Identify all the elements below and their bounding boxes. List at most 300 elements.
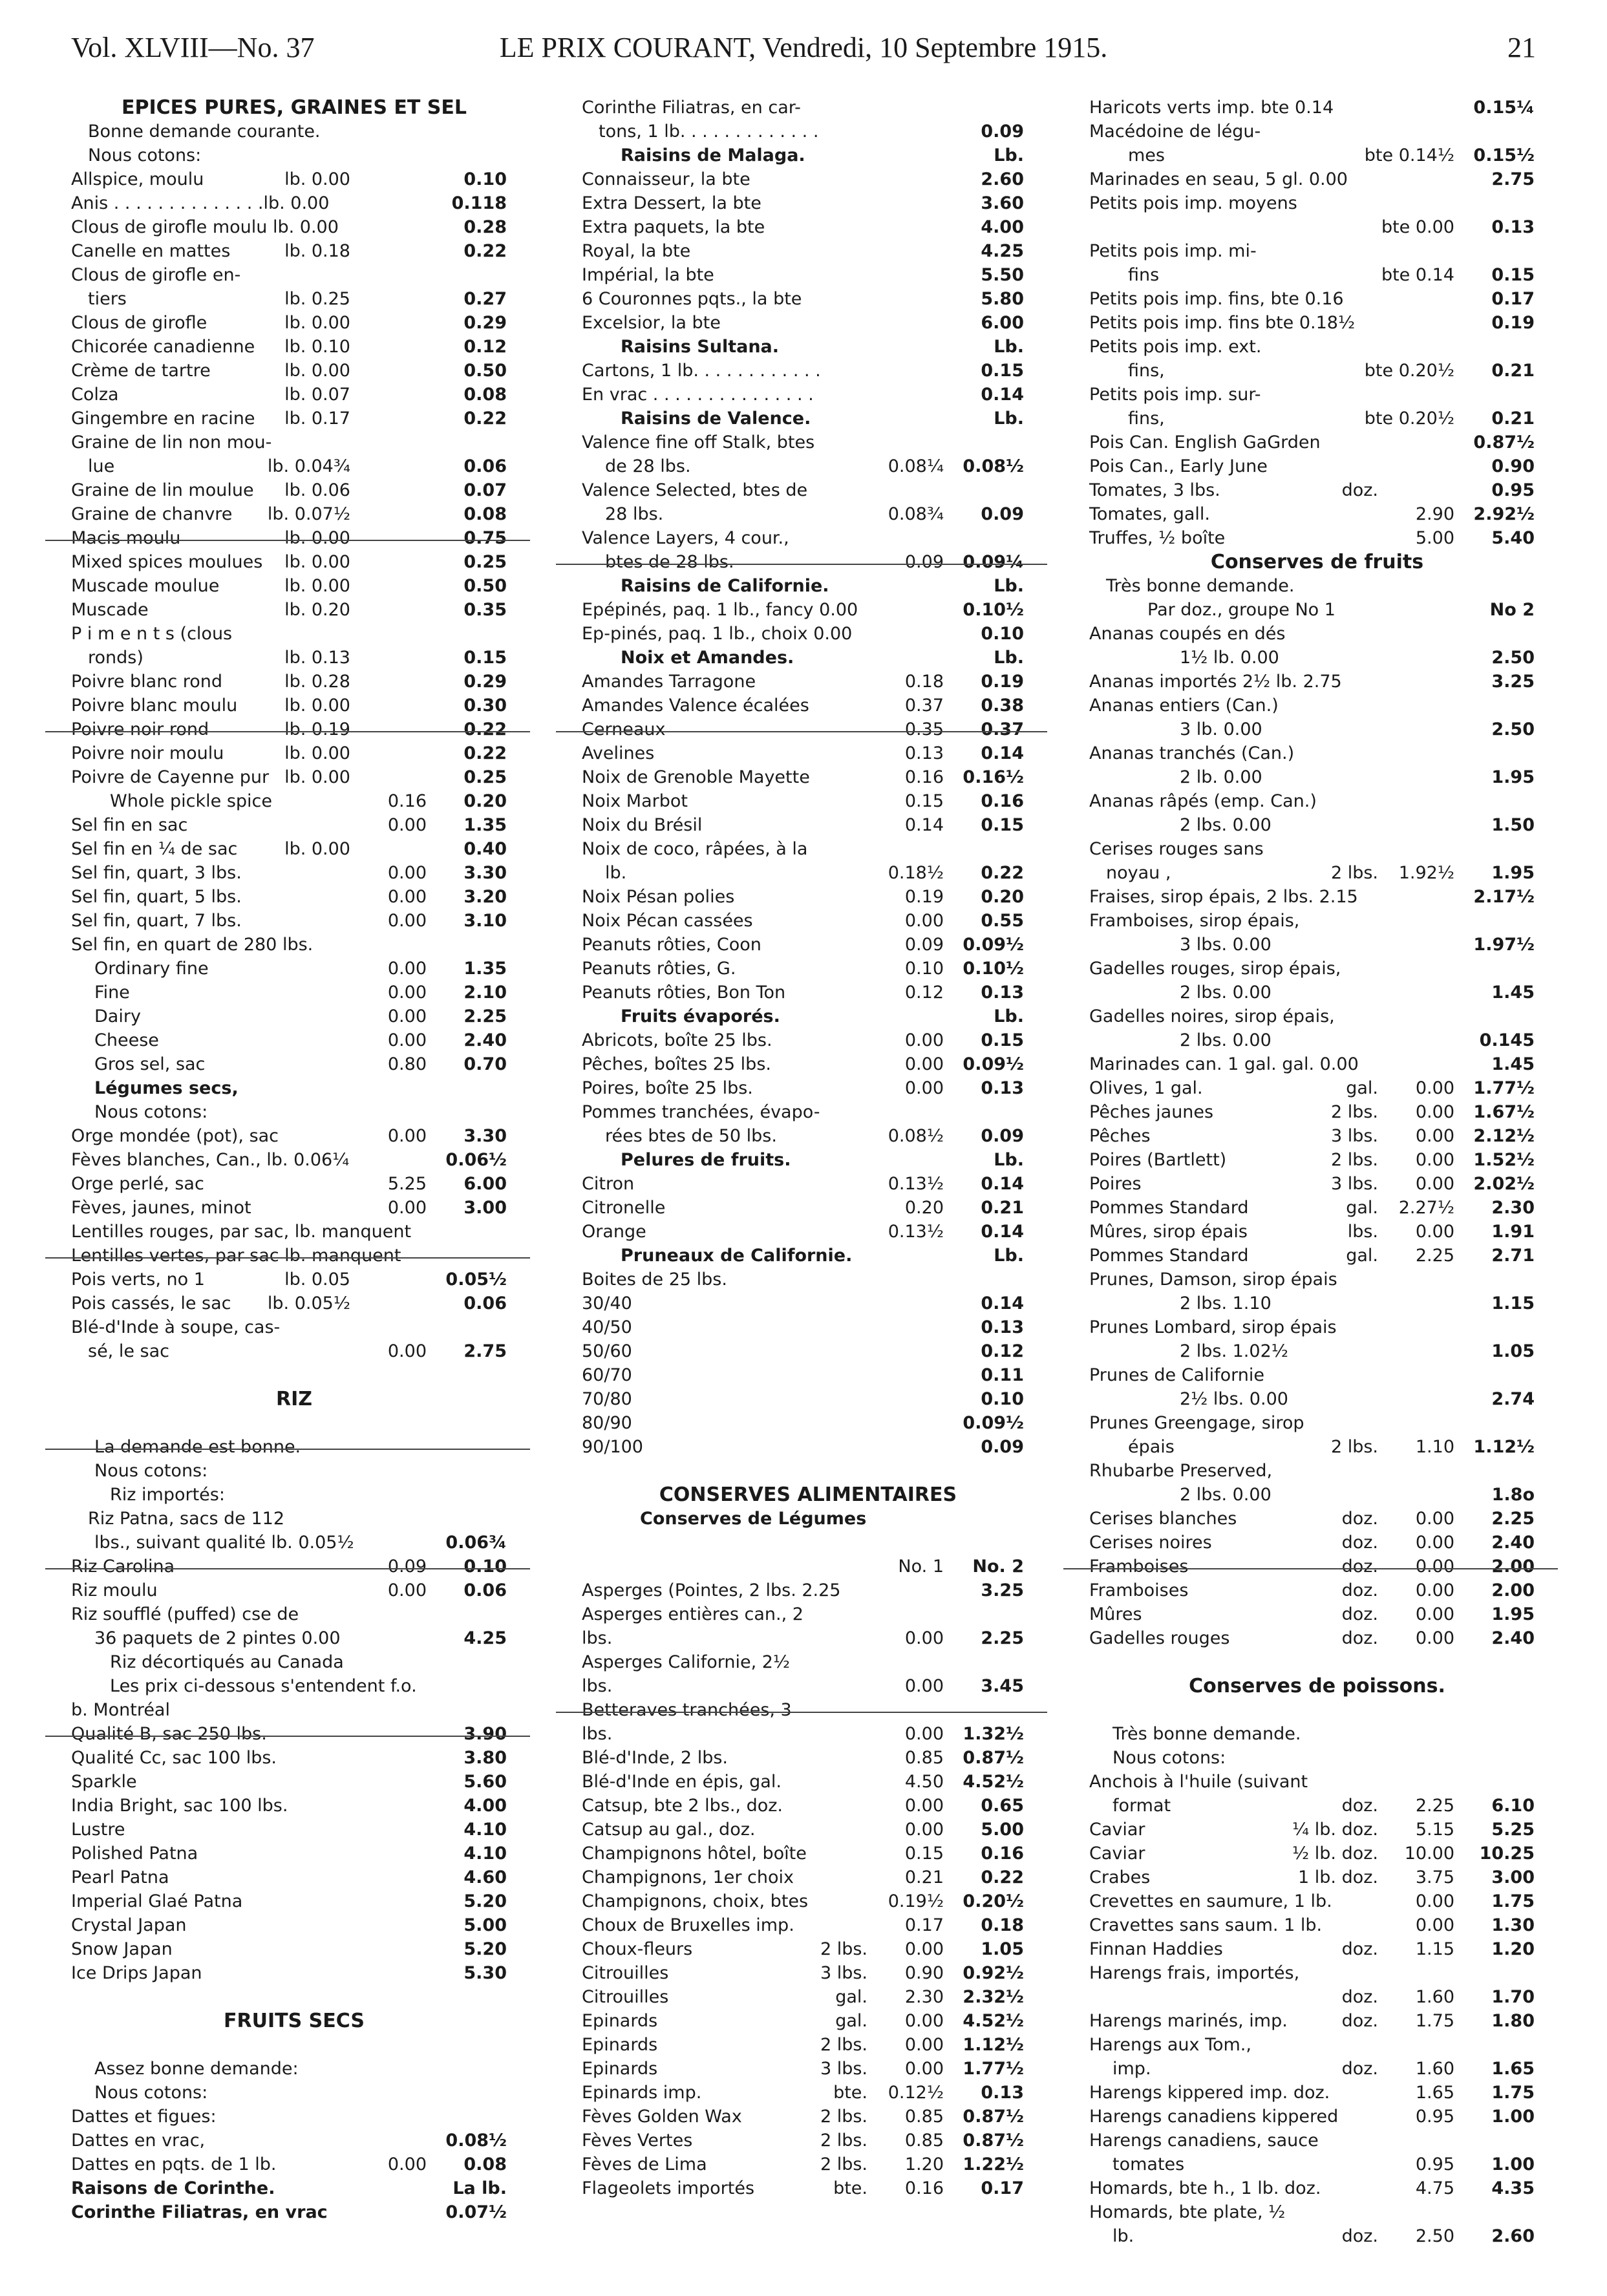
- price-row: [582, 239, 1034, 263]
- item-name: Extra paquets, la bte: [582, 217, 765, 237]
- item-name: épais: [1128, 1437, 1175, 1457]
- item-name: 2 lbs. 1.10: [1180, 1293, 1272, 1313]
- price-row: [1089, 1626, 1545, 1650]
- item-name: Epinards imp.: [582, 2083, 702, 2103]
- unit-price: lbs.: [1347, 1222, 1378, 1242]
- price-row: [582, 1100, 1034, 1124]
- item-name: Riz soufflé (puffed) cse de: [71, 1604, 299, 1624]
- price-row: [1089, 263, 1545, 287]
- item-name: b. Montréal: [71, 1700, 170, 1720]
- item-name: Prunes Greengage, sirop: [1089, 1413, 1304, 1433]
- price-low: 0.15: [904, 1844, 944, 1864]
- price-row: [1089, 2152, 1545, 2176]
- price-high: 0.08½: [963, 456, 1024, 476]
- price-row: [71, 1746, 517, 1770]
- price-row: [1089, 2009, 1545, 2033]
- item-name: Haricots verts imp. bte 0.14: [1089, 98, 1334, 118]
- item-name: 28 lbs.: [605, 504, 664, 524]
- price-row: [582, 1124, 1034, 1148]
- item-name: Sel fin, quart, 7 lbs.: [71, 911, 242, 931]
- price-high: 2.50: [1491, 648, 1535, 668]
- price-high: 1.05: [1491, 1341, 1535, 1361]
- price-high: No 2: [1489, 600, 1535, 620]
- price-row: [1089, 1411, 1545, 1435]
- price-row: [1089, 1244, 1545, 1268]
- item-name: Cheese: [94, 1030, 159, 1050]
- unit-price: lb. 0.28: [284, 672, 350, 692]
- item-name: Cartons, 1 lb. . . . . . . . . . . .: [582, 361, 821, 381]
- item-name: Blé-d'Inde à soupe, cas-: [71, 1317, 281, 1337]
- price-row: [71, 2129, 517, 2152]
- price-row: [582, 1052, 1034, 1076]
- price-row: [1089, 789, 1545, 813]
- price-row: [582, 1722, 1034, 1746]
- price-row: [71, 622, 517, 646]
- price-row: [1089, 1818, 1545, 1842]
- price-low: 2.30: [904, 1987, 944, 2007]
- item-name: Catsup au gal., doz.: [582, 1820, 756, 1840]
- unit-price: lb. 0.00: [284, 743, 350, 763]
- price-row: [1089, 909, 1545, 933]
- price-row: [1089, 717, 1545, 741]
- item-name: Raisons de Corinthe.: [71, 2178, 275, 2198]
- item-name: Allspice, moulu: [71, 169, 204, 189]
- price-row: [1089, 1961, 1545, 1985]
- price-high: 5.60: [463, 1772, 507, 1792]
- price-low: 2.25: [1415, 1796, 1454, 1816]
- price-row: [71, 1004, 517, 1028]
- item-name: FRUITS SECS: [224, 2010, 365, 2032]
- price-row: [1089, 1363, 1545, 1387]
- price-low: 0.00: [1415, 1078, 1454, 1098]
- item-name: Sel fin, quart, 3 lbs.: [71, 863, 242, 883]
- price-row: [582, 1315, 1034, 1339]
- item-name: 6 Couronnes pqts., la bte: [582, 289, 802, 309]
- price-high: 0.118: [451, 193, 507, 213]
- price-low: 0.85: [904, 2131, 944, 2151]
- price-row: [582, 1865, 1034, 1889]
- price-low: 1.60: [1415, 1987, 1454, 2007]
- price-row: [71, 2081, 517, 2105]
- price-low: 0.00: [387, 863, 427, 883]
- price-row: [71, 1770, 517, 1794]
- item-name: Choux de Bruxelles imp.: [582, 1915, 794, 1935]
- item-name: Graine de chanvre: [71, 504, 233, 524]
- price-low: 0.00: [387, 1126, 427, 1146]
- price-high: 0.15: [463, 648, 507, 668]
- item-name: Nous cotons:: [94, 2083, 208, 2103]
- price-high: 4.60: [463, 1867, 507, 1887]
- price-row: [71, 981, 517, 1004]
- price-row: [1089, 1578, 1545, 1602]
- price-low: 0.00: [1415, 1604, 1454, 1624]
- price-row: [582, 1435, 1034, 1459]
- price-row: [1089, 287, 1545, 311]
- price-row: [1089, 1268, 1545, 1292]
- item-name: Sparkle: [71, 1772, 137, 1792]
- item-name: Citron: [582, 1174, 635, 1194]
- price-high: 1.00: [1491, 2107, 1535, 2127]
- price-high: 0.22: [463, 719, 507, 739]
- price-high: 0.50: [463, 576, 507, 596]
- item-name: Harengs marinés, imp.: [1089, 2011, 1288, 2031]
- price-low: 1.60: [1415, 2059, 1454, 2079]
- item-name: Sel fin en sac: [71, 815, 188, 835]
- price-low: 0.00: [904, 1724, 944, 1744]
- price-row: [1089, 167, 1545, 191]
- price-high: 0.07: [463, 480, 507, 500]
- price-row: [71, 1196, 517, 1220]
- price-row: [582, 550, 1034, 574]
- price-high: 0.15¼: [1473, 98, 1535, 118]
- price-row: [1089, 1770, 1545, 1794]
- price-row: [71, 407, 517, 430]
- unit-price: lb. 0.00: [284, 528, 350, 548]
- unit-price: lb. 0.00: [284, 313, 350, 333]
- price-row: [71, 1339, 517, 1363]
- price-row: [1089, 1076, 1545, 1100]
- volume-number: Vol. XLVIII—No. 37: [71, 32, 315, 63]
- price-high: 0.12: [463, 337, 507, 357]
- item-name: sé, le sac: [88, 1341, 169, 1361]
- price-high: 1.00: [1491, 2154, 1535, 2174]
- item-name: CONSERVES ALIMENTAIRES: [659, 1483, 957, 1506]
- price-row: [71, 144, 517, 167]
- price-row: [1089, 215, 1545, 239]
- item-name: Assez bonne demande:: [94, 2059, 299, 2079]
- item-name: Conserves de fruits: [1210, 551, 1424, 573]
- price-row: [1089, 1100, 1545, 1124]
- price-row: [71, 526, 517, 550]
- item-name: Harengs canadiens kippered: [1089, 2107, 1339, 2127]
- price-row: [582, 933, 1034, 957]
- price-high: 0.10: [981, 624, 1024, 644]
- item-name: Corinthe Filiatras, en car-: [582, 98, 801, 118]
- unit-price: lb. 0.00: [284, 552, 350, 572]
- unit-price: lb. 0.19: [284, 719, 350, 739]
- price-row: [1089, 1196, 1545, 1220]
- price-high: 0.22: [463, 409, 507, 429]
- item-name: Fèves Vertes: [582, 2131, 693, 2151]
- price-high: 0.87½: [1473, 432, 1535, 452]
- item-name: Clous de girofle moulu lb. 0.00: [71, 217, 339, 237]
- price-high: 0.92½: [963, 1963, 1024, 1983]
- price-high: 0.17: [981, 2178, 1024, 2198]
- item-name: Qualité Cc, sac 100 lbs.: [71, 1748, 277, 1768]
- price-row: [71, 1961, 517, 1985]
- price-row: [71, 909, 517, 933]
- price-row: [582, 2033, 1034, 2057]
- price-row: [71, 1626, 517, 1650]
- section-heading: [1089, 550, 1545, 574]
- price-high: 0.14: [981, 385, 1024, 405]
- price-high: 0.10: [981, 1389, 1024, 1409]
- price-row: [582, 813, 1034, 837]
- price-high: 2.00: [1491, 1557, 1535, 1577]
- unit-price: doz.: [1341, 1939, 1378, 1959]
- price-row: [1089, 981, 1545, 1004]
- price-row: [582, 837, 1034, 861]
- item-name: Riz Patna, sacs de 112: [88, 1509, 285, 1529]
- item-name: Fruits évaporés.: [621, 1006, 780, 1026]
- price-row: [582, 1913, 1034, 1937]
- unit-price: bte.: [833, 2178, 867, 2198]
- item-name: Truffes, ½ boîte: [1089, 528, 1226, 548]
- price-row: [1089, 837, 1545, 861]
- price-low: 0.00: [1415, 1891, 1454, 1911]
- price-row: [1089, 1028, 1545, 1052]
- price-low: 0.00: [1415, 1509, 1454, 1529]
- price-high: 3.80: [463, 1748, 507, 1768]
- item-name: Poivre noir moulu: [71, 743, 224, 763]
- price-high: 2.32½: [963, 1987, 1024, 2007]
- price-high: 1.77½: [963, 2059, 1024, 2079]
- price-row: [1089, 2176, 1545, 2200]
- price-row: [582, 1698, 1034, 1722]
- price-high: 0.29: [463, 672, 507, 692]
- price-high: 0.37: [981, 719, 1024, 739]
- item-name: Catsup, bte 2 lbs., doz.: [582, 1796, 783, 1816]
- price-row: [1089, 239, 1545, 263]
- unit-price: 3 lbs.: [820, 1963, 867, 1983]
- price-high: 5.00: [463, 1915, 507, 1935]
- price-high: 4.25: [463, 1628, 507, 1648]
- item-name: Poivre blanc rond: [71, 672, 223, 692]
- item-name: Cerises rouges sans: [1089, 839, 1264, 859]
- price-high: 0.25: [463, 552, 507, 572]
- item-name: ronds): [88, 648, 144, 668]
- price-low: 0.00: [904, 2011, 944, 2031]
- price-high: 3.30: [463, 863, 507, 883]
- price-row: [1089, 1842, 1545, 1865]
- price-low: 0.95: [1415, 2107, 1454, 2127]
- price-high: 0.09½: [963, 935, 1024, 955]
- price-high: 0.10: [463, 169, 507, 189]
- price-high: 0.15: [981, 361, 1024, 381]
- price-row: [1089, 1889, 1545, 1913]
- price-high: 0.16: [981, 1844, 1024, 1864]
- unit-price: doz.: [1341, 1580, 1378, 1600]
- price-high: 0.13: [981, 1078, 1024, 1098]
- price-low: 0.00: [904, 1054, 944, 1074]
- section-heading: [71, 96, 517, 120]
- price-high: 0.17: [1491, 289, 1535, 309]
- price-row: [582, 1172, 1034, 1196]
- price-row: [1089, 96, 1545, 120]
- price-high: 0.65: [981, 1796, 1024, 1816]
- price-high: 3.90: [463, 1724, 507, 1744]
- price-row: [582, 885, 1034, 909]
- price-row: [1089, 359, 1545, 383]
- item-name: Poires, boîte 25 lbs.: [582, 1078, 753, 1098]
- item-name: 2½ lbs. 0.00: [1180, 1389, 1288, 1409]
- subsection-heading: [582, 335, 1034, 359]
- price-high: 0.21: [1491, 409, 1535, 429]
- price-row: [1089, 885, 1545, 909]
- item-name: Citronelle: [582, 1198, 666, 1218]
- price-low: 0.00: [387, 911, 427, 931]
- item-name: Epinards: [582, 2035, 658, 2055]
- price-high: 1.35: [463, 815, 507, 835]
- item-name: Crevettes en saumure, 1 lb.: [1089, 1891, 1332, 1911]
- item-name: lb.: [605, 863, 627, 883]
- price-row: [71, 694, 517, 717]
- price-low: 0.00: [1415, 1222, 1454, 1242]
- item-name: Prunes Lombard, sirop épais: [1089, 1317, 1337, 1337]
- item-name: Citrouilles: [582, 1963, 669, 1983]
- price-high: 0.20: [981, 887, 1024, 907]
- item-name: Ananas importés 2½ lb. 2.75: [1089, 672, 1342, 692]
- price-low: 2.25: [1415, 1246, 1454, 1266]
- item-name: Par doz., groupe No 1: [1147, 600, 1336, 620]
- price-low: 0.00: [387, 2154, 427, 2174]
- price-high: 1.12½: [963, 2035, 1024, 2055]
- price-row: [582, 96, 1034, 120]
- item-name: Poires (Bartlett): [1089, 1150, 1227, 1170]
- price-row: [1089, 526, 1545, 550]
- price-high: 0.15½: [1473, 145, 1535, 165]
- item-name: Gingembre en racine: [71, 409, 255, 429]
- price-high: 0.21: [1491, 361, 1535, 381]
- section-heading: [582, 1483, 1034, 1507]
- price-row: [582, 957, 1034, 981]
- item-name: Fraises, sirop épais, 2 lbs. 2.15: [1089, 887, 1358, 907]
- item-name: Orange: [582, 1222, 646, 1242]
- price-high: 2.60: [981, 169, 1024, 189]
- price-row: [582, 2105, 1034, 2129]
- item-name: lbs., suivant qualité lb. 0.05½: [94, 1533, 354, 1553]
- unit-price: doz.: [1341, 1509, 1378, 1529]
- price-low: 0.16: [904, 2178, 944, 2198]
- price-low: 0.00: [1415, 1580, 1454, 1600]
- price-high: 1.32½: [963, 1724, 1024, 1744]
- price-row: [582, 1411, 1034, 1435]
- item-name: Snow Japan: [71, 1939, 173, 1959]
- price-high: 5.00: [981, 1820, 1024, 1840]
- item-name: Fèves de Lima: [582, 2154, 707, 2174]
- price-row: [582, 1937, 1034, 1961]
- price-row: [582, 717, 1034, 741]
- item-name: Harengs kippered imp. doz.: [1089, 2083, 1330, 2103]
- subsection-heading: [582, 144, 1034, 167]
- item-name: Marinades can. 1 gal. gal. 0.00: [1089, 1054, 1359, 1074]
- item-name: Dattes en vrac,: [71, 2131, 206, 2151]
- item-name: Riz importés:: [110, 1485, 225, 1505]
- unit-price: lb. 0.00: [284, 839, 350, 859]
- price-high: 4.52½: [963, 2011, 1024, 2031]
- price-high: La lb.: [452, 2178, 507, 2198]
- price-row: [582, 383, 1034, 407]
- price-row: [71, 263, 517, 287]
- item-name: Impérial, la bte: [582, 265, 714, 285]
- price-high: 1.15: [1491, 1293, 1535, 1313]
- price-high: 4.52½: [963, 1772, 1024, 1792]
- price-row: [1089, 2200, 1545, 2224]
- price-low: 0.10: [904, 959, 944, 979]
- price-low: 0.80: [387, 1054, 427, 1074]
- price-row: [1089, 1435, 1545, 1459]
- item-name: Poivre de Cayenne pur: [71, 767, 270, 787]
- item-name: Peanuts rôties, G.: [582, 959, 736, 979]
- price-row: [1089, 2081, 1545, 2105]
- price-row: [71, 383, 517, 407]
- price-low: 0.21: [904, 1867, 944, 1887]
- price-low: 0.37: [904, 696, 944, 716]
- price-low: 1.10: [1415, 1437, 1454, 1457]
- item-name: Graine de lin moulue: [71, 480, 254, 500]
- price-high: 0.21: [981, 1198, 1024, 1218]
- price-high: Lb.: [994, 1246, 1024, 1266]
- price-row: [582, 1268, 1034, 1292]
- item-name: Gadelles rouges: [1089, 1628, 1230, 1648]
- item-name: Sel fin en ¼ de sac: [71, 839, 238, 859]
- price-low: 4.75: [1415, 2178, 1454, 2198]
- price-high: 0.20½: [963, 1891, 1024, 1911]
- item-name: Excelsior, la bte: [582, 313, 721, 333]
- item-name: Canelle en mattes: [71, 241, 231, 261]
- price-row: [71, 2033, 517, 2057]
- item-name: Flageolets importés: [582, 2178, 755, 2198]
- unit-price: ½ lb. doz.: [1292, 1844, 1378, 1864]
- item-name: noyau ,: [1106, 863, 1171, 883]
- price-low: 0.19: [904, 887, 944, 907]
- price-row: [582, 311, 1034, 335]
- price-row: [1089, 120, 1545, 144]
- price-high: 2.75: [1491, 169, 1535, 189]
- item-name: Rhubarbe Preserved,: [1089, 1461, 1273, 1481]
- item-name: Betteraves tranchées, 3: [582, 1700, 792, 1720]
- price-row: [1089, 765, 1545, 789]
- price-high: 0.09: [981, 122, 1024, 142]
- item-name: Homards, bte plate, ½: [1089, 2202, 1286, 2222]
- item-name: Harengs aux Tom.,: [1089, 2035, 1251, 2055]
- price-high: 2.00: [1491, 1580, 1535, 1600]
- unit-price: doz.: [1341, 1557, 1378, 1577]
- item-name: RIZ: [275, 1388, 312, 1410]
- price-low: 0.16: [904, 767, 944, 787]
- price-high: 0.70: [463, 1054, 507, 1074]
- price-high: 1.20: [1491, 1939, 1535, 1959]
- price-high: 1.45: [1491, 1054, 1535, 1074]
- subsection-heading: [71, 2200, 517, 2224]
- price-low: No. 1: [898, 1557, 944, 1577]
- item-name: Pois Can. English GaGrden: [1089, 432, 1321, 452]
- price-high: 1.95: [1491, 767, 1535, 787]
- price-high: 0.145: [1479, 1030, 1535, 1050]
- price-high: 2.40: [463, 1030, 507, 1050]
- price-row: [71, 1578, 517, 1602]
- item-name: mes: [1128, 145, 1165, 165]
- unit-price: lb. 0.00: [284, 361, 350, 381]
- item-name: Fèves Golden Wax: [582, 2107, 742, 2127]
- price-row: [71, 1818, 517, 1842]
- price-row: [71, 1698, 517, 1722]
- price-row: [71, 311, 517, 335]
- item-name: Valence Selected, btes de: [582, 480, 808, 500]
- price-high: 0.05½: [445, 1270, 507, 1290]
- price-row: [1089, 478, 1545, 502]
- price-high: 1.8o: [1491, 1485, 1535, 1505]
- price-row: [582, 526, 1034, 550]
- price-high: 0.35: [463, 600, 507, 620]
- item-name: Gadelles rouges, sirop épais,: [1089, 959, 1341, 979]
- item-name: 30/40: [582, 1293, 632, 1313]
- item-name: Harengs frais, importés,: [1089, 1963, 1300, 1983]
- item-name: Orge mondée (pot), sac: [71, 1126, 279, 1146]
- item-name: Asperges Californie, 2½: [582, 1652, 791, 1672]
- price-high: 10.25: [1479, 1844, 1535, 1864]
- price-row: [71, 1483, 517, 1507]
